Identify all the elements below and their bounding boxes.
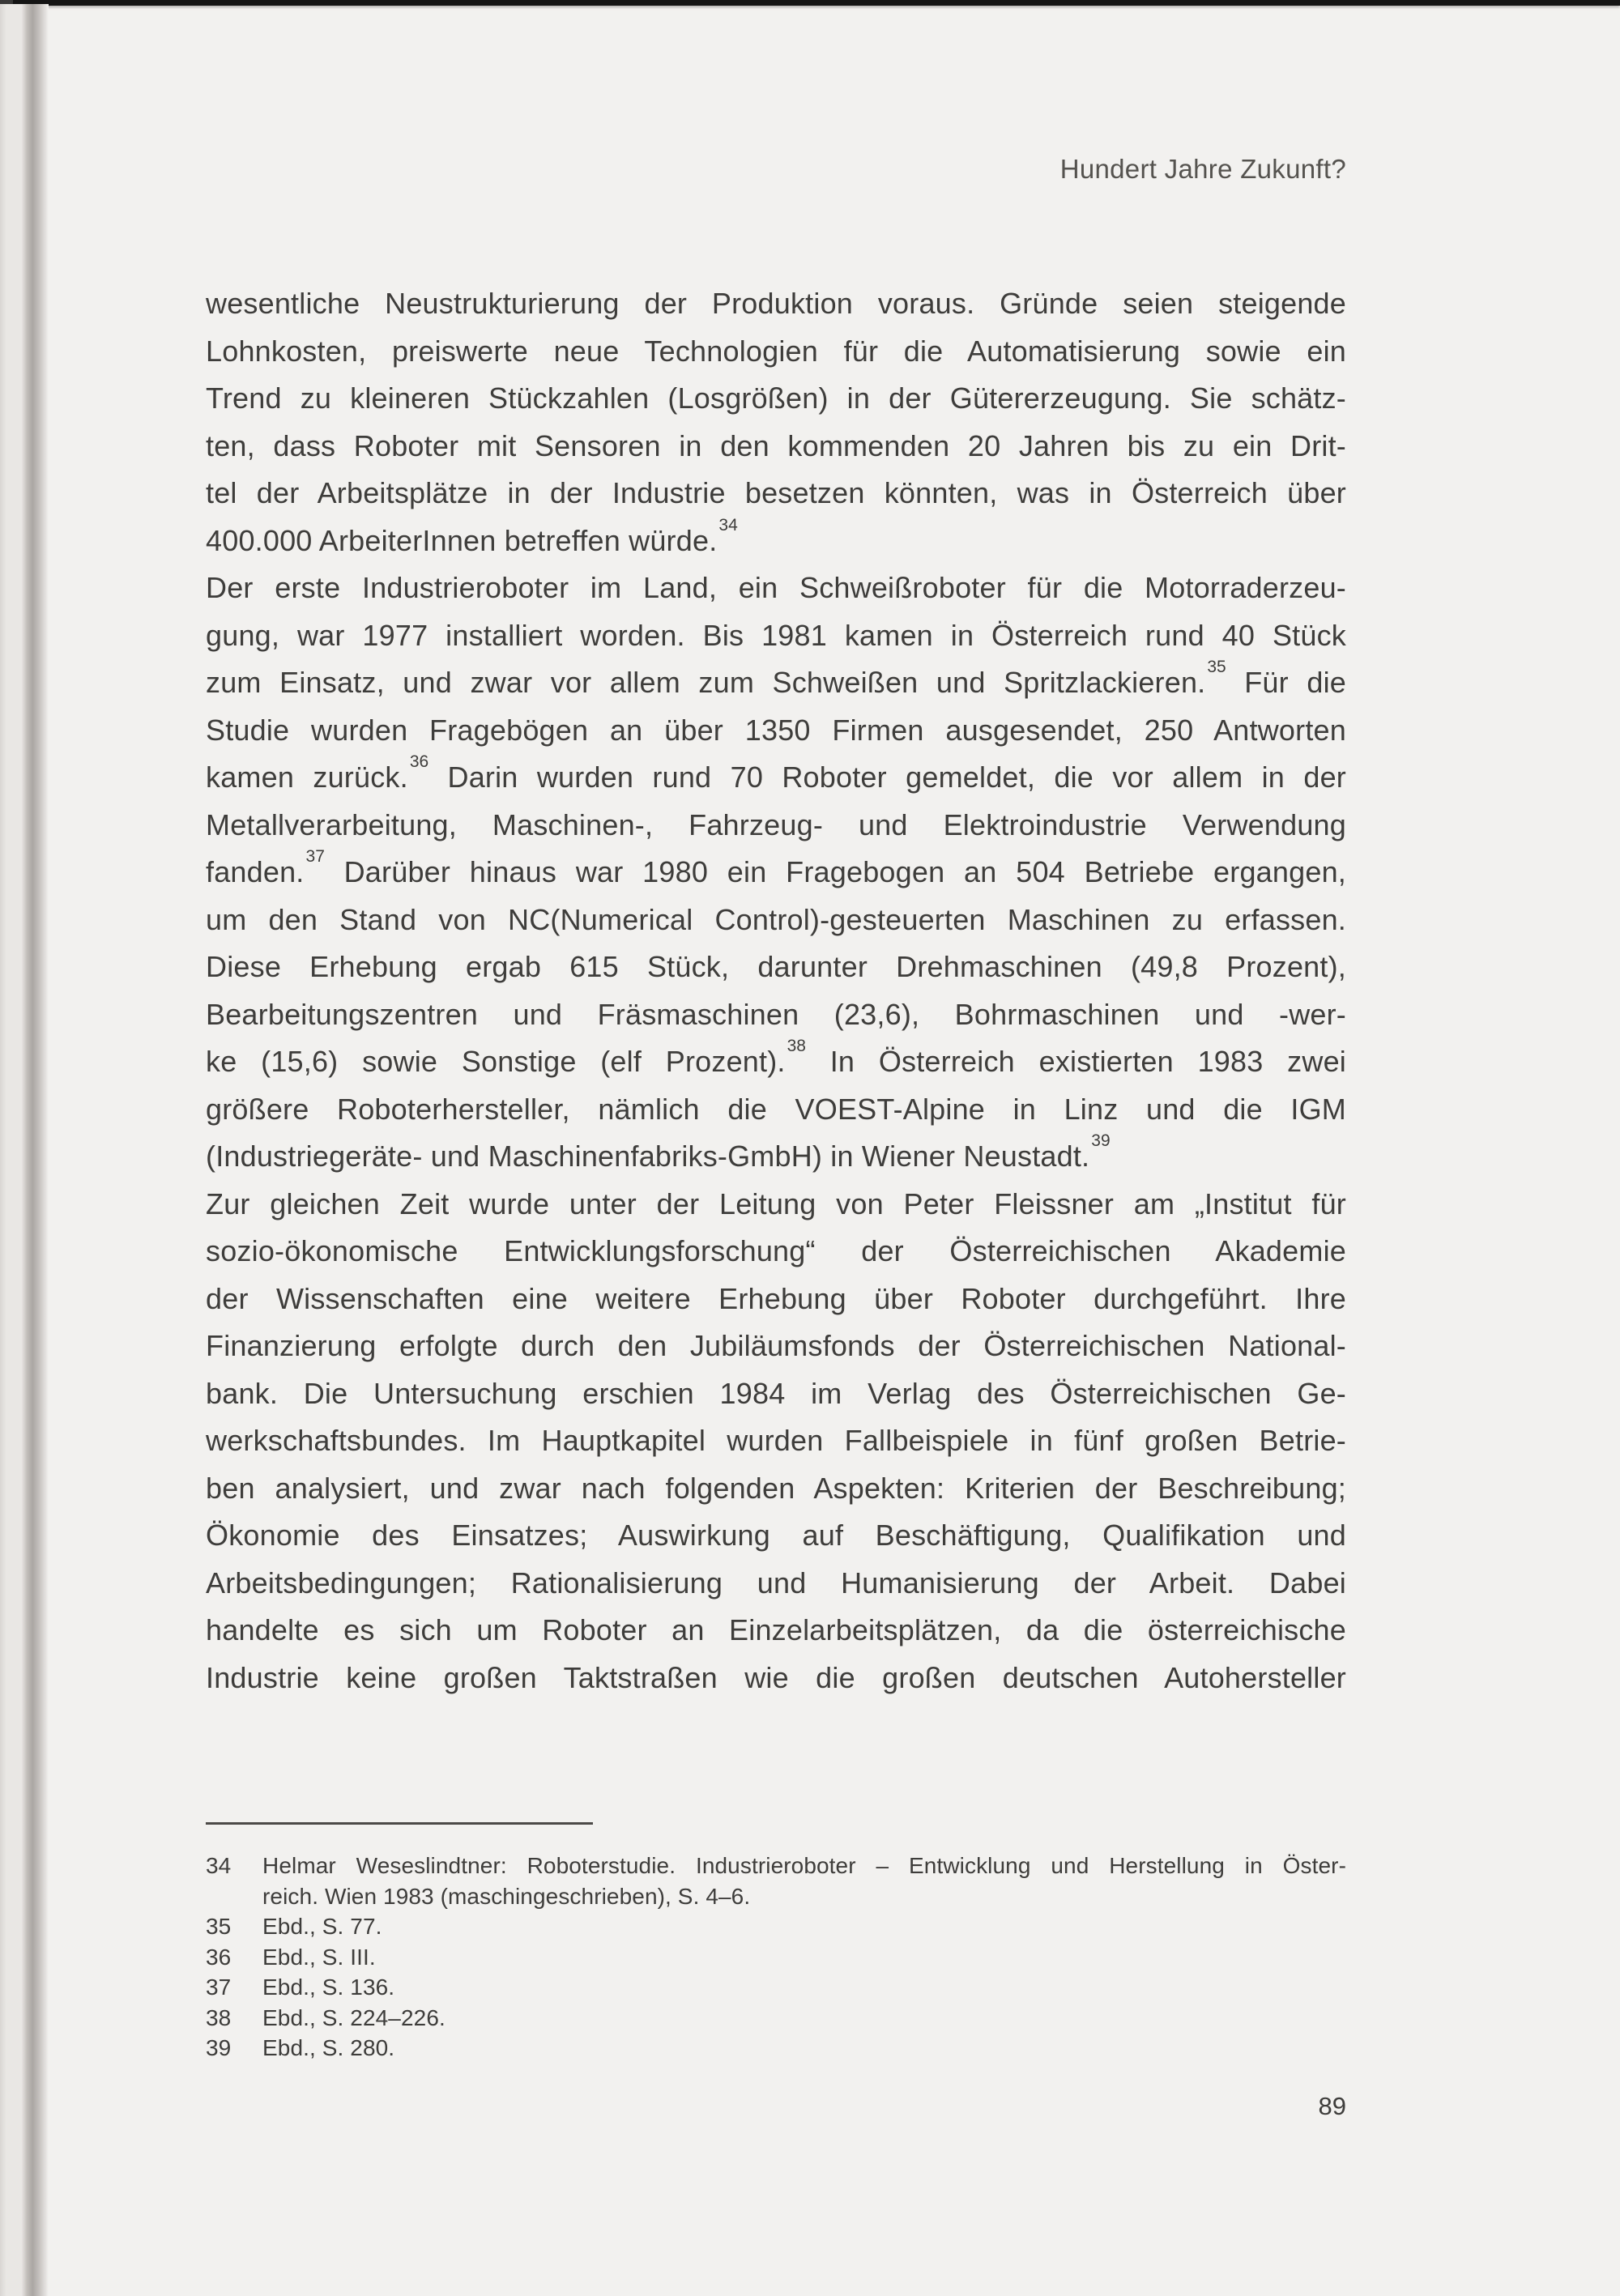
footnote-item — [206, 1942, 1346, 1973]
text-line: fanden.$^{37}$ Darüber hinaus war 1980 ein Fragebogen an 504 Betriebe ergangen, — [206, 847, 1346, 888]
footnote-ref: 36 — [409, 752, 429, 771]
text-line: Metallverarbeitung, Maschinen-, Fahrzeug- und Elektroindustrie Verwendung — [206, 807, 1346, 841]
text-line: sozio-ökonomische Entwicklungsforschung“ der Österreichischen Akademie — [206, 1234, 1346, 1267]
footnote-number: 37 — [206, 1974, 232, 2000]
footnote-number: 34 — [206, 1853, 232, 1878]
text-line: wesentliche Neustrukturierung der Produktion voraus. Gründe seien steigende — [206, 287, 1346, 320]
footnote-line: reich. Wien 1983 (maschingeschrieben), S. 4–6. — [262, 1883, 751, 1909]
paragraph — [206, 280, 1346, 564]
footnote-item — [206, 2033, 1346, 2064]
text-line: Studie wurden Fragebögen an über 1350 Firmen ausgesendet, 250 Antworten — [206, 713, 1346, 747]
text-line: (Industriegeräte- und Maschinenfabriks-GmbH) in Wiener Neustadt.$^{39}$ — [206, 1131, 1111, 1173]
text-line: Industrie keine großen Taktstraßen wie die großen deutschen Autohersteller — [206, 1660, 1346, 1694]
text-line: ten, dass Roboter mit Sensoren in den kommenden 20 Jahren bis zu ein Drit- — [206, 428, 1346, 462]
text-line: Bearbeitungszentren und Fräsmaschinen (23,6), Bohrmaschinen und -wer- — [206, 997, 1346, 1031]
previous-page-edge — [0, 4, 21, 2296]
text-line: zum Einsatz, und zwar vor allem zum Schweißen und Spritzlackieren.$^{35}$ Für die — [206, 658, 1346, 699]
scan-edge-top — [13, 0, 1620, 6]
footnote-text — [262, 1911, 1346, 1942]
page-number: 89 — [1318, 2092, 1346, 2120]
footnote-number: 39 — [206, 2035, 232, 2060]
footnote-text — [262, 1851, 1346, 1911]
footnote-text — [262, 1942, 1346, 1973]
text-line: Lohnkosten, preiswerte neue Technologien für die Automatisierung sowie ein — [206, 334, 1346, 368]
text-line: kamen zurück.$^{36}$ Darin wurden rund 70 Roboter gemeldet, die vor allem in der — [206, 752, 1346, 794]
footnote-number: 35 — [206, 1914, 232, 1939]
footnote-item — [206, 1972, 1346, 2003]
footnote-line: Ebd., S. 224–226. — [262, 2004, 446, 2030]
text-line: Trend zu kleineren Stückzahlen (Losgrößen) in der Gütererzeugung. Sie schätz- — [206, 381, 1346, 415]
footnote-item — [206, 1851, 1346, 1911]
text-line: Zur gleichen Zeit wurde unter der Leitung von Peter Fleissner am „Institut für — [206, 1186, 1346, 1220]
footnote-number: 36 — [206, 1944, 232, 1970]
footnote-number: 38 — [206, 2004, 232, 2030]
text-line: Der erste Industrieroboter im Land, ein Schweißroboter für die Motorraderzeu- — [206, 571, 1346, 604]
text-line: um den Stand von NC(Numerical Control)-gesteuerten Maschinen zu erfassen. — [206, 902, 1346, 936]
running-header: Hundert Jahre Zukunft? — [1059, 154, 1346, 184]
text-line: handelte es sich um Roboter an Einzelarbeitsplätzen, da die österreichische — [206, 1613, 1346, 1646]
text-line: werkschaftsbundes. Im Hauptkapitel wurden Fallbeispiele in fünf großen Betrie- — [206, 1424, 1346, 1457]
book-gutter-shadow — [21, 4, 49, 2296]
footnote-line: Ebd., S. 136. — [262, 1974, 395, 2000]
text-line: gung, war 1977 installiert worden. Bis 1981 kamen in Österreich rund 40 Stück — [206, 618, 1346, 652]
footnote-ref: 34 — [718, 515, 738, 535]
text-line: 400.000 ArbeiterInnen betreffen würde.$^{34}$ — [206, 515, 738, 557]
footnote-text — [262, 2003, 1346, 2034]
text-line: bank. Die Untersuchung erschien 1984 im Verlag des Österreichischen Ge- — [206, 1376, 1346, 1410]
footnote-item — [206, 2003, 1346, 2034]
footnotes — [206, 1851, 1346, 2064]
text-line: größere Roboterhersteller, nämlich die VOEST-Alpine in Linz und die IGM — [206, 1092, 1346, 1126]
footnote-line: Ebd., S. III. — [262, 1944, 376, 1970]
text-line: Finanzierung erfolgte durch den Jubiläumsfonds der Österreichischen National- — [206, 1329, 1346, 1362]
footnote-ref: 35 — [1207, 658, 1226, 676]
footnote-item — [206, 1911, 1346, 1942]
body-text — [206, 280, 1346, 1702]
text-line: ben analysiert, und zwar nach folgenden Aspekten: Kriterien der Beschreibung; — [206, 1471, 1346, 1505]
footnote-separator-rule — [206, 1822, 593, 1825]
footnote-text — [262, 2033, 1346, 2064]
footnote-line: Helmar Weseslindtner: Roboterstudie. Industrieroboter – Entwicklung und Herstellung in Öster- — [262, 1853, 1346, 1878]
footnote-line: Ebd., S. 280. — [262, 2035, 395, 2060]
footnote-ref: 37 — [305, 847, 325, 866]
text-line: Arbeitsbedingungen; Rationalisierung und Humanisierung der Arbeit. Dabei — [206, 1565, 1346, 1600]
footnote-ref: 39 — [1091, 1131, 1111, 1150]
text-line: der Wissenschaften eine weitere Erhebung über Roboter durchgeführt. Ihre — [206, 1281, 1346, 1315]
footnote-ref: 38 — [787, 1037, 806, 1055]
paragraph — [206, 1181, 1346, 1702]
footnote-text — [262, 1972, 1346, 2003]
text-line: tel der Arbeitsplätze in der Industrie besetzen könnten, was in Österreich über — [206, 476, 1346, 509]
paragraph — [206, 564, 1346, 1181]
text-line: Diese Erhebung ergab 615 Stück, darunter Drehmaschinen (49,8 Prozent), — [206, 950, 1346, 983]
text-line: Ökonomie des Einsatzes; Auswirkung auf Beschäftigung, Qualifikation und — [206, 1519, 1346, 1552]
footnote-line: Ebd., S. 77. — [262, 1914, 382, 1939]
text-line: ke (15,6) sowie Sonstige (elf Prozent).$^{38}$ In Österreich existierten 1983 zwei — [206, 1037, 1346, 1078]
